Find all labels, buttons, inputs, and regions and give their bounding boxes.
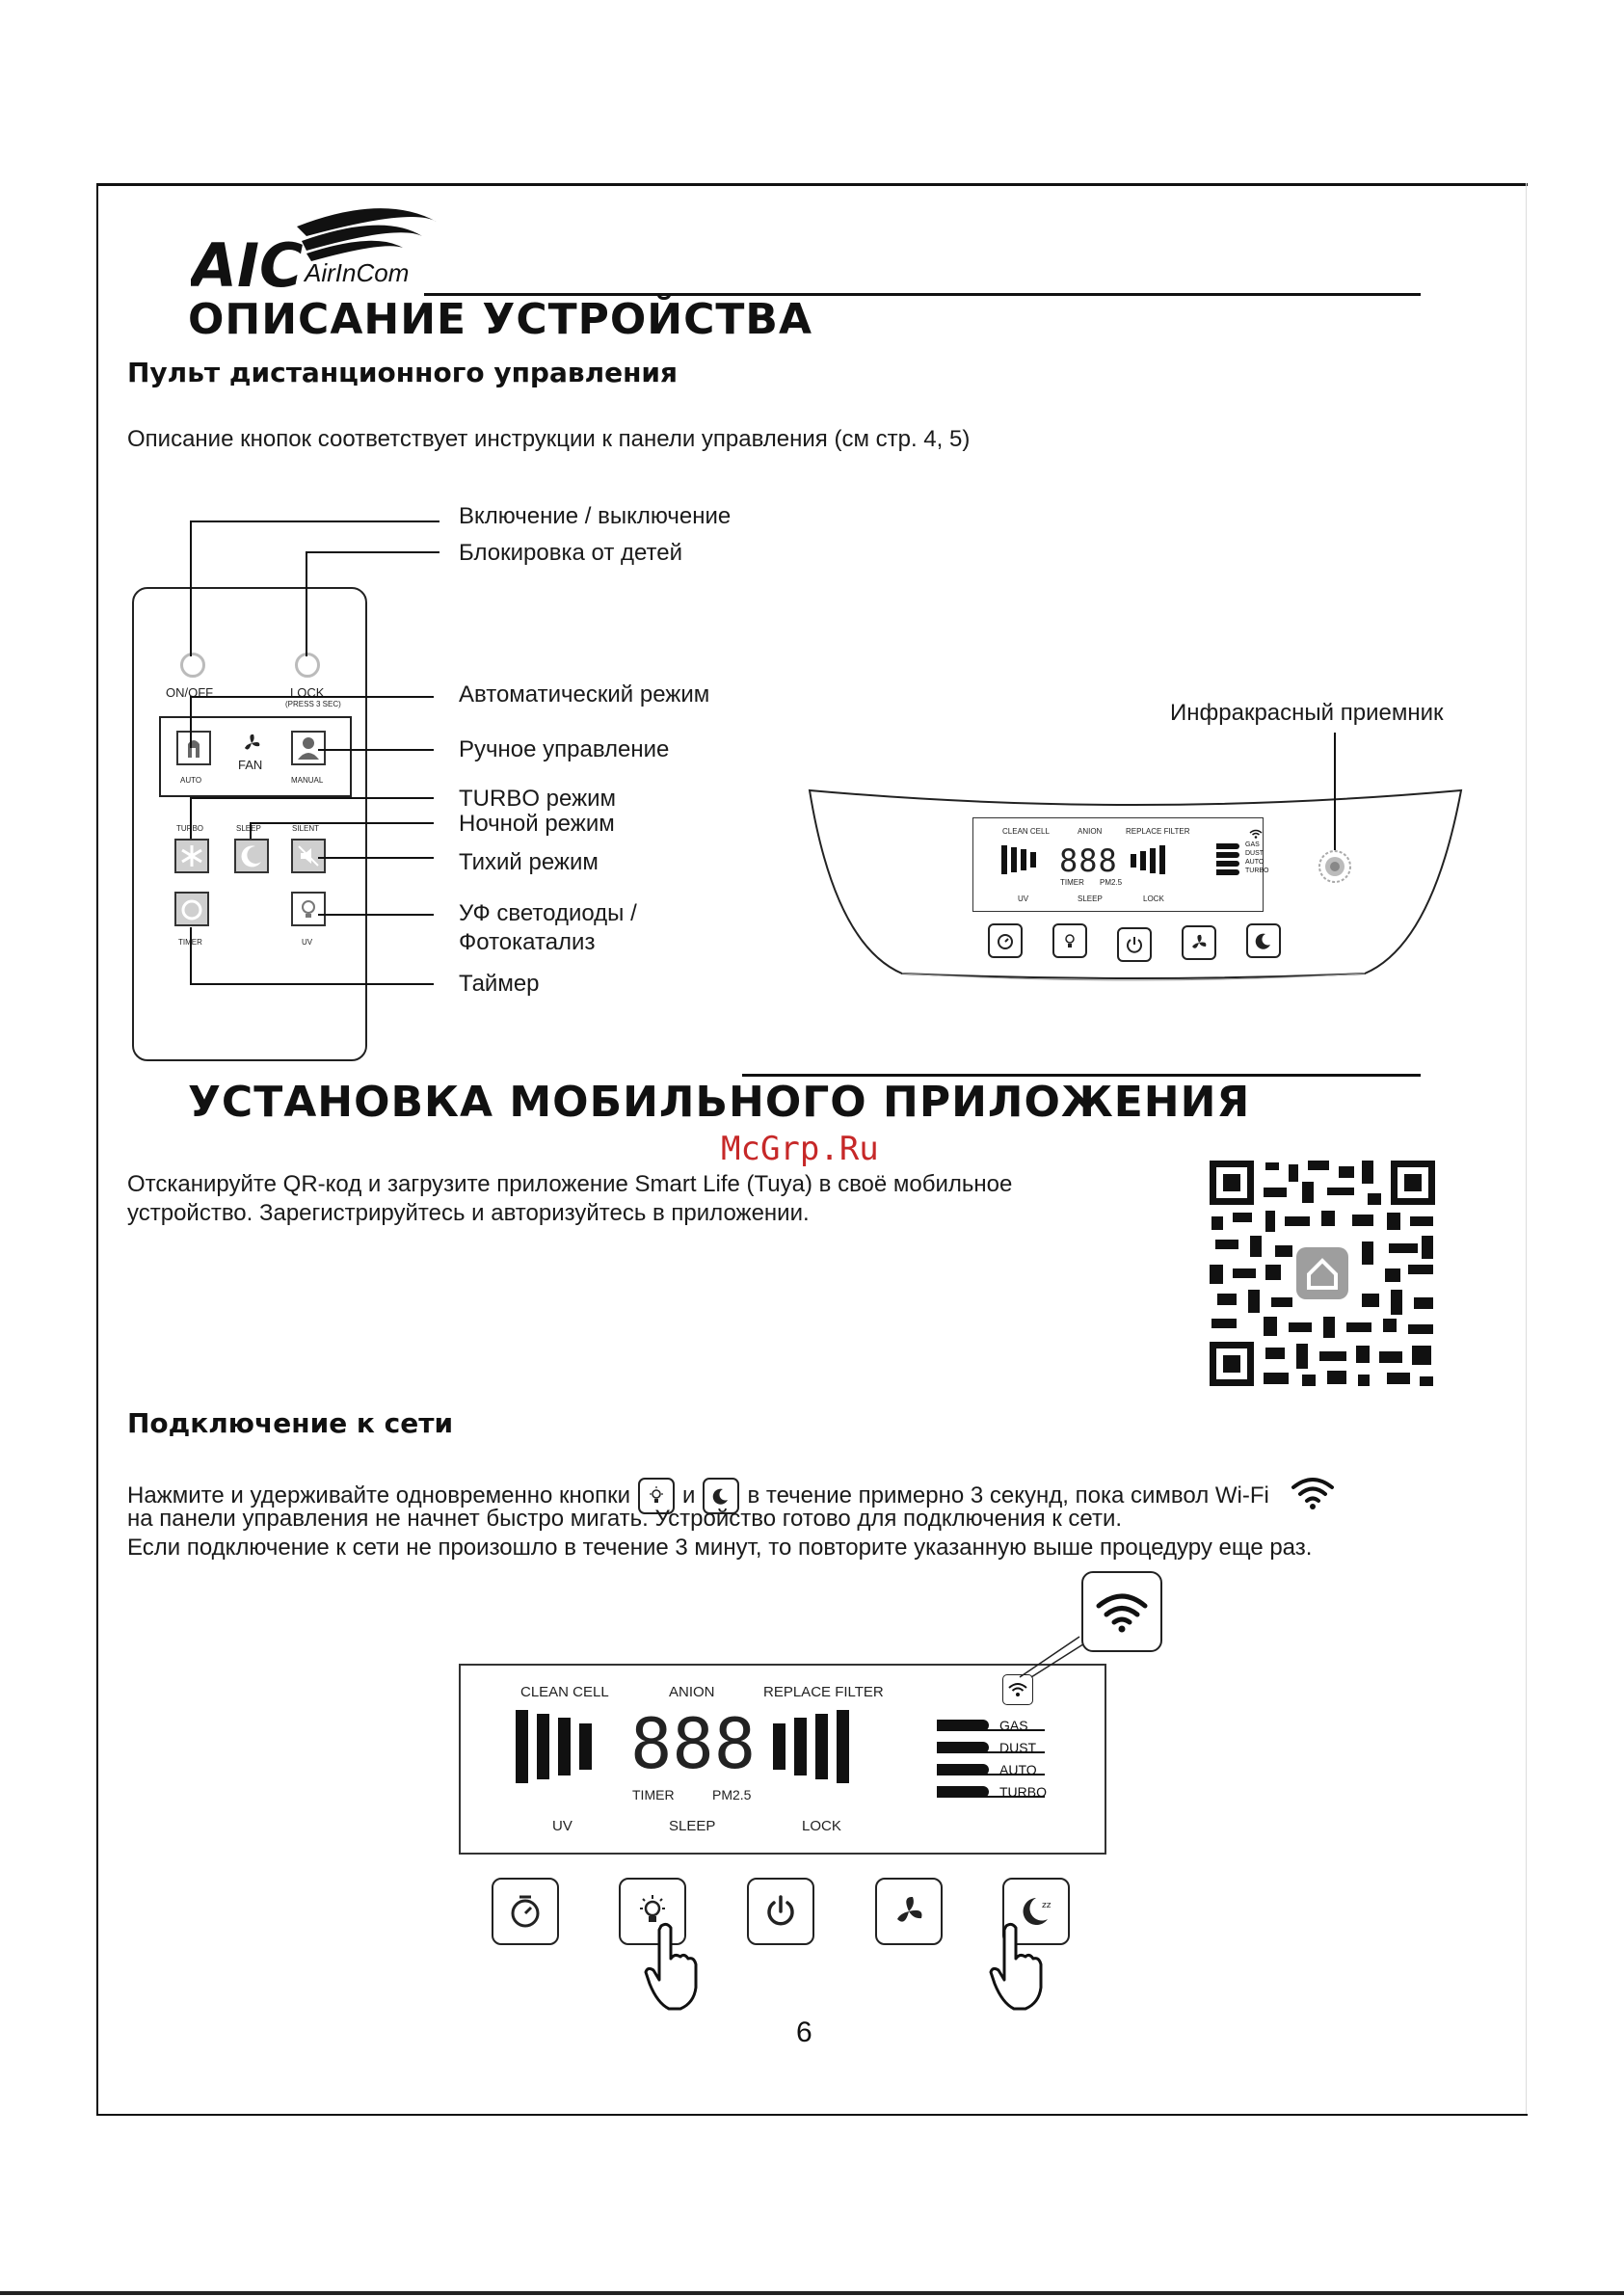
large-sleep: SLEEP (669, 1818, 716, 1834)
network-line3: Если подключение к сети не произошло в течение 3 минут, то повторите указанную выше процедуру еще раз. (127, 1535, 1313, 1561)
callout-power: Включение / выключение (459, 503, 732, 529)
large-pm25: PM2.5 (712, 1787, 752, 1802)
small-timer-button (988, 923, 1023, 958)
large-timer: TIMER (632, 1787, 675, 1802)
large-replace-filter: REPLACE FILTER (763, 1684, 884, 1700)
fan-button-large[interactable] (875, 1878, 943, 1945)
remote-silent-label: SILENT (292, 824, 320, 833)
large-mode-labels (999, 1715, 1047, 1803)
remote-lock-label: LOCK (290, 685, 325, 700)
large-filter-bars-right (773, 1710, 862, 1788)
small-replace-filter: REPLACE FILTER (1126, 827, 1190, 836)
network-line1-part-b: в течение примерно 3 секунд, пока символ Wi-Fi (747, 1482, 1269, 1508)
remote-timer-label: TIMER (178, 938, 202, 947)
small-mode-turbo: TURBO (1245, 868, 1269, 874)
small-pm25: PM2.5 (1100, 878, 1123, 887)
remote-onoff-label: ON/OFF (166, 685, 214, 700)
qr-code (1208, 1159, 1437, 1388)
hand-pointer-icon-right (987, 1920, 1049, 2017)
callout-uv-line2: Фотокатализ (459, 929, 596, 955)
timer-button-large[interactable] (492, 1878, 559, 1945)
large-clean-cell: CLEAN CELL (520, 1684, 609, 1700)
app-text-line1: Отсканируйте QR-код и загрузите приложение Smart Life (Tuya) в своё мобильное (127, 1171, 1013, 1197)
hand-pointer-icon-left (642, 1920, 704, 2017)
remote-manual-label: MANUAL (291, 776, 324, 785)
svg-text:AIC: AIC (191, 230, 304, 294)
callout-timer: Таймер (459, 971, 540, 997)
power-button-large[interactable] (747, 1878, 814, 1945)
large-mode-turbo: TURBO (999, 1784, 1047, 1800)
small-filter-bars-right (1131, 843, 1173, 881)
callout-manual-mode: Ручное управление (459, 736, 670, 762)
callout-ir-receiver: Инфракрасный приемник (1170, 700, 1444, 726)
small-mode-gas: GAS (1245, 841, 1260, 848)
remote-uv-label: UV (302, 938, 313, 947)
remote-lock-note: (PRESS 3 SEC) (285, 700, 341, 708)
small-lock: LOCK (1143, 894, 1164, 903)
callout-night-mode: Ночной режим (459, 811, 615, 837)
small-anion: ANION (1078, 827, 1103, 836)
section-title-app: УСТАНОВКА МОБИЛЬНОГО ПРИЛОЖЕНИЯ (188, 1078, 1251, 1127)
intro-text: Описание кнопок соответствует инструкции к панели управления (см стр. 4, 5) (127, 426, 971, 452)
small-fan-button (1182, 925, 1216, 960)
large-mode-gas: GAS (999, 1718, 1028, 1733)
remote-auto-label: AUTO (180, 776, 202, 785)
inline-wifi-icon (1291, 1475, 1335, 1516)
small-sleep: SLEEP (1078, 894, 1103, 903)
brand-name: AirInCom (305, 258, 410, 287)
small-uv-button (1052, 923, 1087, 958)
section-subtitle-remote: Пульт дистанционного управления (127, 357, 679, 388)
large-mode-auto: AUTO (999, 1762, 1037, 1777)
network-line1-part-a: Нажмите и удерживайте одновременно кнопки (127, 1482, 631, 1508)
title-rule-2 (742, 1074, 1421, 1077)
large-anion: ANION (669, 1684, 715, 1700)
page-frame-right (1526, 183, 1527, 2114)
page-frame-bottom (96, 2114, 1528, 2116)
small-mode-dust: DUST (1245, 850, 1265, 857)
small-mode-auto: AUTO (1245, 859, 1265, 866)
ir-callout-line (1330, 733, 1340, 850)
small-power-button (1117, 927, 1152, 962)
callout-turbo-mode: TURBO режим (459, 786, 617, 812)
network-line2: на панели управления не начнет быстро мигать. Устройство готово для подключения к сети. (127, 1506, 1123, 1532)
large-uv: UV (552, 1818, 572, 1834)
large-mode-dust: DUST (999, 1740, 1037, 1755)
callout-silent-mode: Тихий режим (459, 849, 599, 875)
section-title-network: Подключение к сети (127, 1407, 454, 1439)
small-digits: 888 (1059, 842, 1118, 879)
remote-sleep-label: SLEEP (236, 824, 261, 833)
watermark: McGrp.Ru (721, 1130, 879, 1168)
svg-text:zz: zz (1042, 1901, 1052, 1910)
ir-receiver-icon (1318, 849, 1352, 889)
callout-uv-line1: УФ светодиоды / (459, 900, 637, 926)
page-number: 6 (796, 2016, 812, 2048)
remote-fan-label: FAN (238, 758, 263, 772)
large-filter-bars-left (516, 1710, 604, 1788)
wifi-zoom-icon (1081, 1571, 1162, 1652)
callout-child-lock: Блокировка от детей (459, 540, 683, 566)
remote-turbo-label: TURBO (176, 824, 203, 833)
network-line1-and: и (682, 1482, 696, 1508)
small-clean-cell: CLEAN CELL (1002, 827, 1050, 836)
app-text-line2: устройство. Зарегистрируйтесь и авторизуйтесь в приложении. (127, 1200, 810, 1226)
large-lock: LOCK (802, 1818, 841, 1834)
small-timer: TIMER (1060, 878, 1084, 887)
small-sleep-button (1246, 923, 1281, 958)
page-edge (0, 2291, 1624, 2295)
small-mode-labels (1245, 841, 1269, 875)
large-digits: 888 (630, 1703, 757, 1784)
small-uv: UV (1018, 894, 1029, 903)
section-title-device: ОПИСАНИЕ УСТРОЙСТВА (188, 295, 813, 344)
small-filter-bars-left (1001, 843, 1044, 881)
callout-auto-mode: Автоматический режим (459, 681, 710, 707)
